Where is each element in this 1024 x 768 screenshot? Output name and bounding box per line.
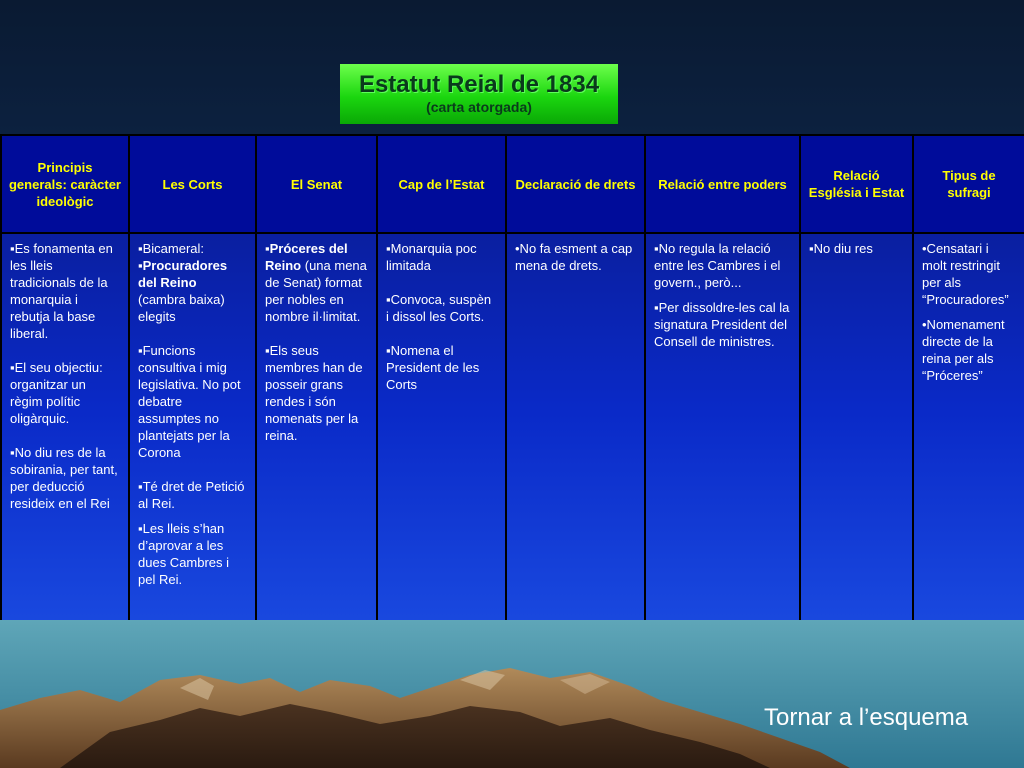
cell-text: ▪Té dret de Petició al Rei. bbox=[138, 479, 245, 511]
header-senat: El Senat bbox=[256, 135, 377, 233]
header-principis: Principis generals: caràcter ideològic bbox=[1, 135, 129, 233]
cell-text: ▪No regula la relació entre les Cambres i el govern., però... bbox=[654, 241, 781, 290]
slide-title: Estatut Reial de 1834 bbox=[358, 71, 600, 98]
cell-text: •No fa esment a cap mena de drets. bbox=[515, 241, 633, 273]
cell-text: ▪Per dissoldre-les cal la signatura President del Consell de ministres. bbox=[654, 300, 790, 349]
cell-text bbox=[138, 257, 247, 325]
table-row bbox=[1, 233, 1024, 633]
comparison-table-wrapper bbox=[0, 134, 1024, 634]
cell-text: ▪Funcions consultiva i mig legislativa. No pot debatre assumptes no plantejats per la Corona bbox=[138, 343, 241, 460]
cell-corts bbox=[129, 233, 256, 633]
bold-term: ▪Procuradores del Reino bbox=[138, 258, 228, 290]
cell-cap-estat bbox=[377, 233, 506, 633]
cell-declaracio-drets bbox=[506, 233, 645, 633]
header-relacio-esglesia: Relació Església i Estat bbox=[800, 135, 913, 233]
cell-text: ▪No diu res bbox=[809, 241, 873, 256]
header-corts: Les Corts bbox=[129, 135, 256, 233]
cell-text-rest: (una mena de Senat) format per nobles en nombre il·limitat. bbox=[265, 258, 367, 324]
title-banner bbox=[340, 64, 618, 124]
mountain-landscape-illustration bbox=[0, 620, 1024, 768]
header-cap-estat: Cap de l’Estat bbox=[377, 135, 506, 233]
cell-text: ▪Bicameral: bbox=[138, 241, 205, 256]
cell-text bbox=[265, 240, 368, 325]
cell-text: ▪Convoca, suspèn i dissol les Corts. bbox=[386, 292, 492, 324]
cell-text: •Nomenament directe de la reina per als “Próceres” bbox=[922, 317, 1005, 383]
header-relacio-poders: Relació entre poders bbox=[645, 135, 800, 233]
bold-term: ▪Próceres del Reino bbox=[265, 241, 348, 273]
cell-relacio-poders bbox=[645, 233, 800, 633]
cell-text: ▪Es fonamenta en les lleis tradicionals de la monarquia i rebutja la base liberal. bbox=[10, 241, 113, 341]
table-header-row bbox=[1, 135, 1024, 233]
cell-text: ▪El seu objectiu: organitzar un règim polític oligàrquic. bbox=[10, 360, 103, 426]
cell-sufragi bbox=[913, 233, 1024, 633]
cell-text: ▪Les lleis s’han d’aprovar a les dues Cambres i pel Rei. bbox=[138, 521, 230, 587]
slide-subtitle: (carta atorgada) bbox=[426, 99, 532, 115]
back-to-outline-link[interactable]: Tornar a l’esquema bbox=[764, 704, 969, 731]
cell-relacio-esglesia bbox=[800, 233, 913, 633]
cell-text: •Censatari i molt restringit per als “Procuradores” bbox=[922, 241, 1009, 307]
cell-text: ▪Els seus membres han de posseir grans rendes i són nomenats per la reina. bbox=[265, 343, 363, 443]
cell-text: ▪Monarquia poc limitada bbox=[386, 241, 477, 273]
cell-principis bbox=[1, 233, 129, 633]
header-declaracio-drets: Declaració de drets bbox=[506, 135, 645, 233]
cell-text: ▪No diu res de la sobirania, per tant, per deducció resideix en el Rei bbox=[10, 445, 118, 511]
cell-text-rest: (cambra baixa) elegits bbox=[138, 292, 225, 324]
cell-senat bbox=[256, 233, 377, 633]
cell-text: ▪Nomena el President de les Corts bbox=[386, 343, 480, 392]
header-sufragi: Tipus de sufragi bbox=[913, 135, 1024, 233]
comparison-table bbox=[0, 134, 1024, 634]
